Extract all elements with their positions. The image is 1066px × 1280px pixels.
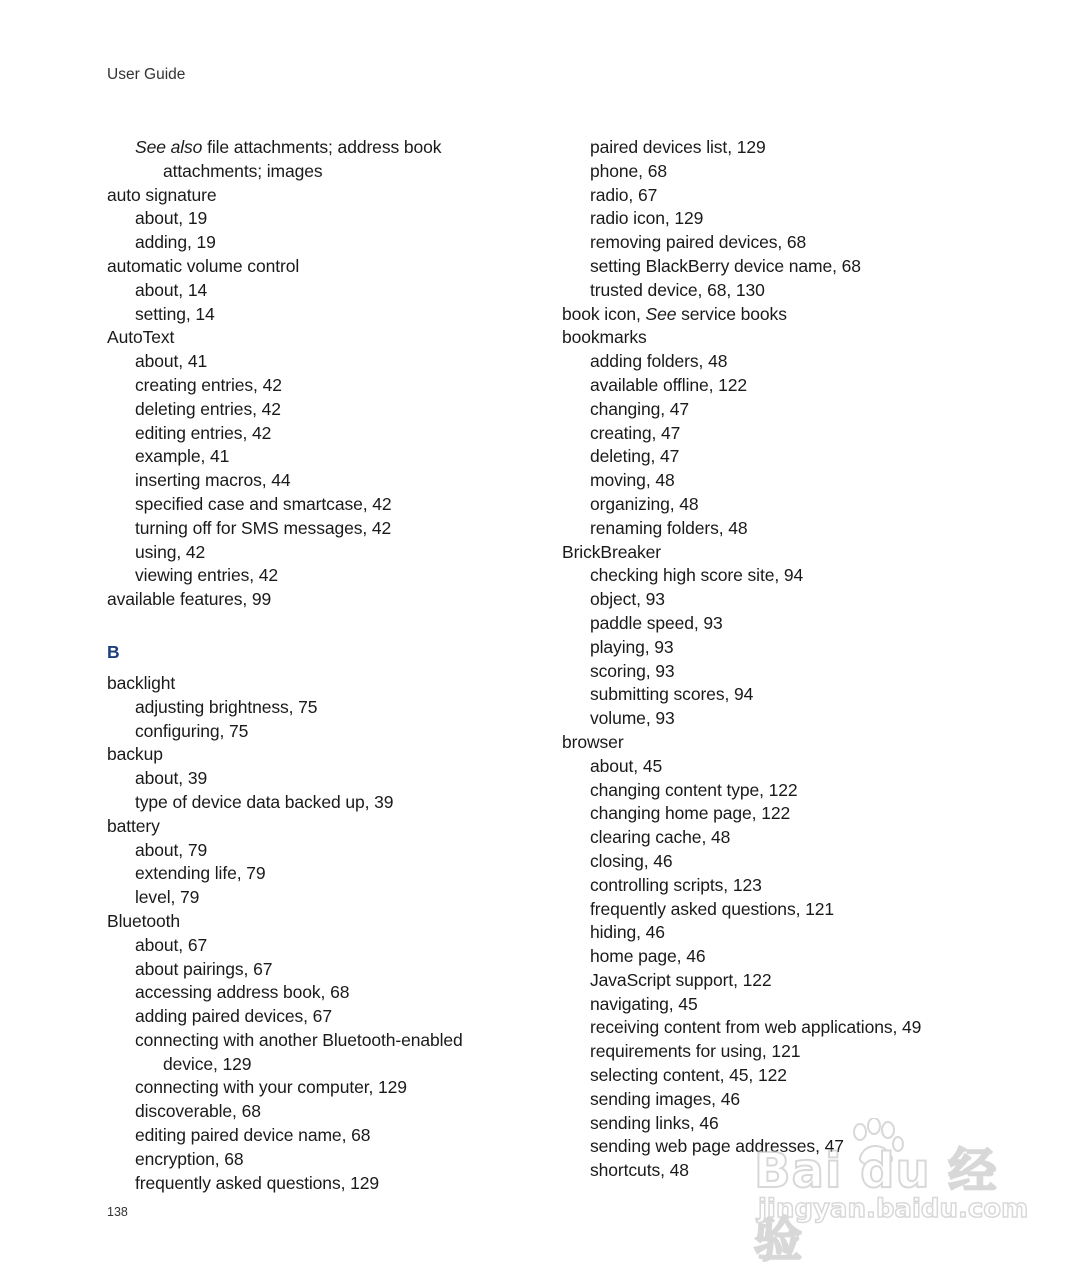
index-sub-entry: clearing cache, 48 xyxy=(590,827,731,848)
page-header: User Guide xyxy=(107,66,186,83)
index-sub-entry: type of device data backed up, 39 xyxy=(135,791,394,812)
index-sub-entry: removing paired devices, 68 xyxy=(590,232,807,253)
index-sub-entry: checking high score site, 94 xyxy=(590,565,804,586)
index-sub-entry: creating entries, 42 xyxy=(135,374,282,395)
index-sub-entry: adjusting brightness, 75 xyxy=(135,696,318,717)
index-main-entry: backlight xyxy=(107,672,176,693)
index-sub-entry: extending life, 79 xyxy=(135,863,266,884)
index-sub-entry: sending web page addresses, 47 xyxy=(590,1136,844,1157)
index-sub-entry: encryption, 68 xyxy=(135,1148,244,1169)
index-main-entry: available features, 99 xyxy=(107,589,272,610)
index-sub-entry: setting, 14 xyxy=(135,303,215,324)
index-sub-entry: adding, 19 xyxy=(135,232,216,253)
index-sub-entry: using, 42 xyxy=(135,541,206,562)
index-main-entry: automatic volume control xyxy=(107,255,300,276)
index-sub-entry: discoverable, 68 xyxy=(135,1101,261,1122)
entry-text: file attachments; address book xyxy=(202,137,442,157)
index-sub-entry: receiving content from web applications, 49 xyxy=(590,1017,922,1038)
index-sub-entry: about, 19 xyxy=(135,208,208,229)
cross-reference-label: See xyxy=(645,303,677,324)
index-sub-entry: connecting with your computer, 129 xyxy=(135,1077,407,1098)
index-sub-entry: connecting with another Bluetooth-enabled xyxy=(135,1029,463,1050)
index-sub-entry: home page, 46 xyxy=(590,946,706,967)
index-sub-entry: requirements for using, 121 xyxy=(590,1041,801,1062)
index-sub-entry: JavaScript support, 122 xyxy=(590,969,772,990)
index-sub-entry: about pairings, 67 xyxy=(135,958,273,979)
index-sub-entry: turning off for SMS messages, 42 xyxy=(135,517,392,538)
index-sub-entry: configuring, 75 xyxy=(135,720,249,741)
index-sub-entry: inserting macros, 44 xyxy=(135,470,291,491)
index-sub-entry: device, 129 xyxy=(163,1053,252,1074)
index-main-entry xyxy=(562,303,1022,327)
index-sub-entry: sending links, 46 xyxy=(590,1112,719,1133)
baidu-jingyan-watermark xyxy=(754,1122,1029,1268)
index-sub-entry: level, 79 xyxy=(135,887,200,908)
index-sub-entry: specified case and smartcase, 42 xyxy=(135,493,392,514)
index-sub-entry: paired devices list, 129 xyxy=(590,137,766,157)
index-sub-entry: about, 41 xyxy=(135,351,208,372)
index-sub-entry: deleting, 47 xyxy=(590,446,680,467)
index-sub-entry: adding paired devices, 67 xyxy=(135,1006,332,1027)
index-sub-entry: selecting content, 45, 122 xyxy=(590,1065,787,1086)
index-sub-entry: example, 41 xyxy=(135,446,230,467)
index-main-entry: BrickBreaker xyxy=(562,541,661,562)
index-sub-entry: submitting scores, 94 xyxy=(590,684,754,705)
index-sub-entry: moving, 48 xyxy=(590,470,675,491)
index-main-entry: bookmarks xyxy=(562,327,647,348)
entry-text: service books xyxy=(676,303,787,324)
index-sub-entry: controlling scripts, 123 xyxy=(590,874,762,895)
index-sub-entry: about, 67 xyxy=(135,934,208,955)
index-column-left xyxy=(107,136,547,1195)
index-sub-entry: trusted device, 68, 130 xyxy=(590,279,765,300)
index-sub-entry: changing home page, 122 xyxy=(590,803,791,824)
index-sub-entry: phone, 68 xyxy=(590,160,667,181)
index-sub-entry: editing entries, 42 xyxy=(135,422,272,443)
index-sub-entry: closing, 46 xyxy=(590,850,673,871)
index-sub-entry: renaming folders, 48 xyxy=(590,517,748,538)
watermark-url: jingyan.baidu.com xyxy=(758,1194,1029,1224)
index-sub-entry: about, 39 xyxy=(135,768,208,789)
index-column-right xyxy=(562,136,1022,1183)
index-sub-entry: adding folders, 48 xyxy=(590,351,728,372)
index-main-entry: backup xyxy=(107,744,163,765)
index-sub-entry: scoring, 93 xyxy=(590,660,675,681)
index-sub-entry: available offline, 122 xyxy=(590,374,748,395)
index-sub-entry: paddle speed, 93 xyxy=(590,612,723,633)
index-sub-entry: playing, 93 xyxy=(590,636,674,657)
index-main-entry: battery xyxy=(107,815,160,836)
index-sub-entry: creating, 47 xyxy=(590,422,681,443)
index-sub-entry: about, 79 xyxy=(135,839,208,860)
index-sub-entry: organizing, 48 xyxy=(590,493,699,514)
index-main-entry: browser xyxy=(562,731,624,752)
index-sub-entry: sending images, 46 xyxy=(590,1088,740,1109)
index-sub-entry: attachments; images xyxy=(163,160,323,181)
index-sub-entry: object, 93 xyxy=(590,589,665,610)
index-letter-heading: B xyxy=(107,641,120,662)
index-main-entry: AutoText xyxy=(107,327,175,348)
index-main-entry: auto signature xyxy=(107,184,217,205)
index-sub-entry: radio, 67 xyxy=(590,184,658,205)
index-sub-entry: editing paired device name, 68 xyxy=(135,1125,371,1146)
index-sub-entry: about, 14 xyxy=(135,279,208,300)
index-main-entry: Bluetooth xyxy=(107,910,181,931)
section-gap xyxy=(107,612,547,632)
index-sub-entry: navigating, 45 xyxy=(590,993,698,1014)
index-sub-entry: shortcuts, 48 xyxy=(590,1160,689,1181)
watermark-logo: Bai du 经验 xyxy=(754,1143,998,1268)
index-sub-entry: changing, 47 xyxy=(590,398,690,419)
index-sub-entry: accessing address book, 68 xyxy=(135,982,350,1003)
index-sub-entry: frequently asked questions, 129 xyxy=(135,1172,380,1193)
index-sub-entry: hiding, 46 xyxy=(590,922,665,943)
index-sub-entry: viewing entries, 42 xyxy=(135,565,279,586)
cross-reference-label: See also xyxy=(135,137,203,157)
page-number: 138 xyxy=(107,1205,128,1219)
index-sub-entry: setting BlackBerry device name, 68 xyxy=(590,255,861,276)
index-sub-entry: changing content type, 122 xyxy=(590,779,798,800)
entry-text: book icon, xyxy=(562,303,646,324)
index-sub-entry: frequently asked questions, 121 xyxy=(590,898,835,919)
index-sub-entry: about, 45 xyxy=(590,755,663,776)
index-sub-entry xyxy=(107,136,547,160)
index-sub-entry: radio icon, 129 xyxy=(590,208,704,229)
index-sub-entry: deleting entries, 42 xyxy=(135,398,281,419)
index-sub-entry: volume, 93 xyxy=(590,708,675,729)
